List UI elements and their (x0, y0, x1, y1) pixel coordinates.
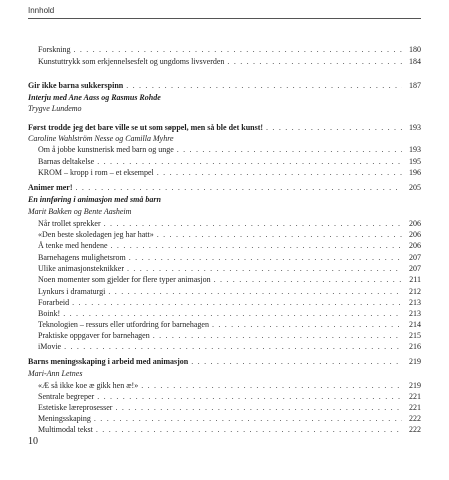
toc-entry-title: Lynkurs i dramaturgi (38, 287, 106, 296)
toc-entry[interactable] (28, 167, 421, 178)
dot-leader (129, 252, 402, 263)
toc-entry-title: Boink! (38, 309, 61, 318)
toc-entry[interactable] (28, 424, 421, 435)
dot-leader (157, 167, 402, 178)
toc-entry-page: 205 (409, 183, 421, 192)
page-number: 10 (28, 436, 38, 447)
dot-leader (157, 229, 402, 240)
toc-entry[interactable] (28, 319, 421, 330)
toc-entry[interactable] (28, 297, 421, 308)
toc-entry-page: 221 (409, 403, 421, 412)
toc-entry-page: 206 (409, 241, 421, 250)
toc-entry-page: 213 (409, 309, 421, 318)
toc-entry-title: Teknologien – ressurs eller utfordring for barnehagen (38, 320, 209, 329)
toc-entry-title: iMovie (38, 342, 62, 351)
toc-entry-page: 193 (409, 145, 421, 154)
toc-entry[interactable] (28, 44, 421, 55)
dot-leader (227, 56, 402, 67)
dot-leader (177, 144, 402, 155)
toc-entry-title: «Æ så ikke koe æ gikk hen æ!» (38, 381, 139, 390)
toc-entry-page: 184 (409, 57, 421, 66)
toc-subtitle: Interju med Ane Aass og Rasmus Rohde (28, 93, 161, 102)
toc-entry-page: 219 (409, 357, 421, 366)
dot-leader (64, 341, 402, 352)
toc-subtitle: En innføring i animasjon med små barn (28, 195, 161, 204)
toc-entry[interactable] (28, 240, 421, 251)
toc-entry-title: Barnas deltakelse (38, 157, 95, 166)
dot-leader (108, 286, 402, 297)
toc-entry-page: 211 (409, 275, 421, 284)
toc-entry[interactable] (28, 252, 421, 263)
toc-entry-page: 207 (409, 253, 421, 262)
toc-entry-page: 214 (409, 320, 421, 329)
header-rule (28, 18, 421, 19)
toc-entry[interactable] (28, 156, 421, 167)
toc-entry-page: 222 (409, 414, 421, 423)
toc-entry-page: 207 (409, 264, 421, 273)
toc-entry[interactable] (28, 144, 421, 155)
dot-leader (63, 308, 402, 319)
toc-entry[interactable] (28, 391, 421, 402)
dot-leader (212, 319, 402, 330)
dot-leader (104, 218, 402, 229)
dot-leader (127, 263, 402, 274)
toc-entry-page: 213 (409, 298, 421, 307)
toc-entry[interactable] (28, 308, 421, 319)
toc-author: Mari-Ann Letnes (28, 369, 83, 378)
toc-entry[interactable] (28, 380, 421, 391)
toc-entry-page: 187 (409, 81, 421, 90)
toc-entry-title: Barns meningsskaping i arbeid med animasjon (28, 357, 189, 366)
dot-leader (96, 424, 402, 435)
toc-chapter-entry[interactable] (28, 182, 421, 193)
toc-entry-page: 215 (409, 331, 421, 340)
toc-entry-title: Forarbeid (38, 298, 70, 307)
toc-entry[interactable] (28, 402, 421, 413)
dot-leader (191, 356, 402, 367)
toc-entry-title: Animer mer! (28, 183, 73, 192)
toc-entry-page: 216 (409, 342, 421, 351)
dot-leader (76, 182, 403, 193)
toc-entry[interactable] (28, 330, 421, 341)
toc-entry-title: Om å jobbe kunstnerisk med barn og unge (38, 145, 174, 154)
toc-entry-title: Når trollet sprekker (38, 219, 101, 228)
toc-entry[interactable] (28, 229, 421, 240)
toc-entry[interactable] (28, 341, 421, 352)
toc-entry-title: Forskning (38, 45, 71, 54)
dot-leader (141, 380, 402, 391)
toc-entry[interactable] (28, 413, 421, 424)
toc-entry-title: Kunstuttrykk som erkjennelsesfelt og ungdoms livsverden (38, 57, 225, 66)
toc-entry-title: Først trodde jeg det bare ville se ut som søppel, men så ble det kunst! (28, 123, 264, 132)
toc-entry-title: Multimodal tekst (38, 425, 93, 434)
dot-leader (214, 274, 402, 285)
toc-entry-title: Noen momenter som gjelder for flere typer animasjon (38, 275, 211, 284)
toc-chapter-entry[interactable] (28, 80, 421, 91)
toc-entry-page: 222 (409, 425, 421, 434)
toc-entry-page: 180 (409, 45, 421, 54)
toc-entry-title: Estetiske læreprosesser (38, 403, 113, 412)
dot-leader (97, 391, 402, 402)
toc-entry-title: «Den beste skoledagen jeg har hatt» (38, 230, 154, 239)
toc-entry-page: 196 (409, 168, 421, 177)
toc-chapter-entry[interactable] (28, 356, 421, 367)
toc-entry-title: Praktiske oppgaver for barnehagen (38, 331, 150, 340)
running-head: Innhold (28, 6, 55, 15)
dot-leader (126, 80, 402, 91)
dot-leader (73, 44, 402, 55)
toc-entry-page: 195 (409, 157, 421, 166)
toc-chapter-entry[interactable] (28, 122, 421, 133)
toc-entry-title: Gir ikke barna sukkerspinn (28, 81, 124, 90)
toc-entry[interactable] (28, 218, 421, 229)
toc-entry-title: Å tenke med hendene (38, 241, 108, 250)
toc-entry-page: 206 (409, 230, 421, 239)
toc-entry-title: KROM – kropp i rom – et eksempel (38, 168, 154, 177)
toc-entry-title: Meningsskaping (38, 414, 91, 423)
toc-entry[interactable] (28, 286, 421, 297)
toc-entry-page: 193 (409, 123, 421, 132)
toc-entry-page: 212 (409, 287, 421, 296)
toc-entry[interactable] (28, 56, 421, 67)
toc-author: Trygve Lundemo (28, 104, 82, 113)
dot-leader (72, 297, 402, 308)
dot-leader (97, 156, 402, 167)
dot-leader (111, 240, 402, 251)
toc-author: Marit Bakken og Bente Aasheim (28, 207, 132, 216)
toc-entry-page: 206 (409, 219, 421, 228)
toc-entry-page: 219 (409, 381, 421, 390)
toc-author: Caroline Wahlström Nesse og Camilla Myhre (28, 134, 174, 143)
dot-leader (115, 402, 402, 413)
dot-leader (266, 122, 402, 133)
toc-entry-title: Barnehagens mulighetsrom (38, 253, 126, 262)
toc-entry-page: 221 (409, 392, 421, 401)
dot-leader (153, 330, 402, 341)
dot-leader (94, 413, 402, 424)
toc-entry-title: Ulike animasjonsteknikker (38, 264, 124, 273)
toc-entry-title: Sentrale begreper (38, 392, 95, 401)
toc-entry[interactable] (28, 263, 421, 274)
toc-entry[interactable] (28, 274, 421, 285)
